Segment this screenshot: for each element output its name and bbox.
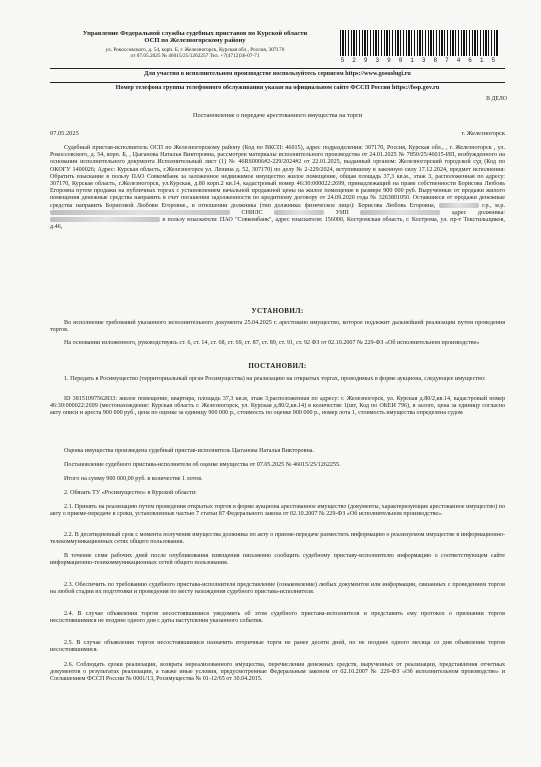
postanovil-heading: ПОСТАНОВИЛ: — [248, 362, 307, 370]
document-city: г. Железногорск — [461, 130, 505, 137]
org-name: Управление Федеральной службы судебных приставов по Курской области — [82, 30, 308, 37]
barcode-number: 5 2 9 3 9 0 1 3 8 7 4 6 1 5 — [340, 57, 498, 64]
item-2: 2. Обязать ТУ «Росимущество» в Курской области: — [64, 490, 197, 496]
claimant-info: в пользу взыскателя: ПАО "Совкомбанк", адрес взыскателя: 156000, Костромская область, г. Кострома, ул. пр-т Текстильщиков, д.46, — [50, 217, 505, 231]
redaction — [360, 210, 440, 215]
uip-label: УИП — [335, 209, 349, 216]
intro-text: Судебный пристав-исполнитель ОСП по Железногорскому району (Код по ВКСП: 46015), адрес подразделения: 307170, Россия, Курская обл., , г. Железногорск , ул. Рокоссовского, д. 54, корп. Б, , Цыганова Наталья Викторовна, рассмотрев материалы исполнительного производства от 24.01.2025 № 7850/25/46015-ИП, возбужденного на основании исполнительного документа Исполнительный лист (1) № 46RS0006#2-229/2024#2 от 22.01.2025, выданный органом: Железногорский городской суд (Код по ОКОГУ 1400026; Адрес: Курская область, г.Железногорск ул. Ленина д. 52, 307170) по делу № 2-229/2024, вступившему в законную силу 17.12.2024, предмет исполнения: Обратить взыскание в пользу ПАО Совкомбанк за заложенное недвижимое имущество жилое помещение, общая площадь 37,3 кв.м., этаж 3, расположенная по адресу: 307170, Курская область, г.Железногорск, ул.Курская, д.80 корп.2 кв.14, кадастровый номер 46:30:000022:2699, принадлежащий на праве собственности Борисова Любовь Егоровна путем продажи на публичных торгах с установлением начальной продажной цены на жилое помещение в размере 900 000 руб. Вырученные от продажи жилого помещения денежные средства направить в счет погашения задолженности по кредитному договору от 24.09.2020 года № 3263801050. Оставшиеся от продажи денежные средства направить Борисовой Любови Егоровне., в отношении должника (тип должника: физическое лицо): Борисова Любовь Егоровна, — [50, 145, 505, 209]
filing-mark: В ДЕЛО — [486, 96, 507, 102]
resolution-line: Постановление судебного пристава-исполнителя об оценке имущества от 07.05.2025 № 46015/25/1262255. — [64, 462, 341, 468]
redaction — [50, 210, 230, 215]
intro-paragraph — [50, 145, 505, 231]
department-name: ОСП по Железногорскому району — [144, 37, 246, 45]
org-header — [50, 30, 340, 44]
document-title: Постановление о передаче арестованного имущества на торги — [192, 112, 363, 119]
redaction — [439, 203, 479, 208]
gosuslugi-notice: Для участия в исполнительном производстве воспользуйтесь сервисом https://www.gosuslugi.ru — [144, 70, 411, 77]
item-2-6: 2.6. Соблюдать сроки реализации, возврата нереализованного имущества, перечисления денежных средств, вырученных от реализации, представления отчетных документов о результатах реализации, а также иные условия, предусмотренные Федеральным законом от 02.10.2007 № 229-ФЗ «Об исполнительном производстве» и Соглашением ФССП России № 0001/13, Росимущества № 01-12/65 от 30.04.2015. — [50, 662, 505, 683]
ustanovil-paragraph: Во исполнение требований указанного исполнительного документа 25.04.2025 г. арестовано имущество, которое подлежит дальнейшей реализации путем проведения торгов. — [50, 320, 505, 334]
item-2-4: 2.4. В случае объявления торгов несостоявшимися уведомить об этом судебного пристава-исполнителя и представить ему протокол о признании торгов несостоявшимися не позднее одного дня с даты наступления указанного события. — [50, 611, 505, 625]
fssp-notice: Номер телефона группы телефонного обслуживания указан на официальном сайте ФССП России https://fssp.gov.ru — [50, 82, 505, 91]
debtor-address-label: адрес должника: — [451, 209, 505, 216]
basis-paragraph: На основании изложенного, руководствуясь ст. 6, ст. 14, ст. 68, ст. 69, ст. 87, ст. 89, ст. 91, ст. 92 ФЗ от 02.10.2007 № 229-ФЗ «Об исполнительном производстве» — [64, 340, 480, 346]
valuation-line: Оценка имущества произведена судебный пристав-исполнитель Цыганова Наталья Викторовна. — [64, 448, 314, 454]
item-1: 1. Передать в Росимущество (территориальный орган Росимущества) на реализацию на открытых торгах, проводимых в форме аукциона, следующее имущество: — [64, 376, 486, 382]
header-divider — [50, 68, 505, 69]
document-date: 07.05.2025 — [50, 130, 79, 137]
total-line: Итого на сумму 900 000,00 руб. в количестве 1 лотов. — [64, 476, 203, 482]
item-2-3: 2.3. Обеспечить по требованию судебного пристава-исполнителя представление (ознакомление) любых документов или информации, связанных с проведением торгов на любой стадии их подготовки и проведения по месту нахождения судебного пристава-исполнителя. — [50, 582, 505, 596]
address-line: ул. Рокоссовского, д. 54, корп. Б, г. Железногорск, Курская обл., Россия, 307170 — [105, 47, 285, 53]
item-2-1: 2.1. Принять на реализацию путем проведения открытых торгов в форме аукциона арестованное имущество (документы, характеризующие арестованное имущество) по акту о приеме-передаче в сроки, установленные частью 7 статьи 87 Федерального закона от 02.10.2007 № 229-ФЗ «Об исполнительном производстве». — [50, 504, 505, 518]
birth-info: г.р., м.р. — [482, 202, 506, 209]
org-address — [50, 47, 340, 59]
property-description: ID 38151097562833: жилое помещение, квартира, площадь 37,3 кв.м, этаж 3,расположенная по адресу: г. Железногорск, ул. Курская д.80/2,кв.14, кадастровый номер 46:30:000022:2699 (местонахождение: Курская область г. Железногорск, ул. Курская д.80/2,кв.14) в количестве 1(шт, Код по ОКЕИ 796), в залоге, цена за единицу согласно акту описи и ареста 900 000 руб., цена по оценке за единицу 900 000 р., стоимость по оценке 900 000 р., номер лота 1, стоимость имущества определена судом — [50, 396, 505, 417]
redaction — [274, 210, 324, 215]
item-2-2: 2.2. В десятидневный срок с момента получения имущества должника по акту о приеме-передаче разместить информацию о реализуемом имуществе в информационно-телекоммуникационных сетях общего пользования. — [50, 532, 505, 546]
ustanovil-heading: УСТАНОВИЛ: — [251, 307, 304, 315]
item-2-2-b: В течение семи рабочих дней после опубликования извещения письменно сообщить судебному приставу-исполнителю информацию о соответствующем сайте информационно-телекоммуникационных сетей общего пользования. — [50, 553, 505, 567]
barcode — [340, 30, 498, 56]
snils-label: СНИЛС — [241, 209, 263, 216]
redaction — [50, 217, 160, 222]
item-2-5: 2.5. В случае объявления торгов несостоявшимися назначить вторичные торги не ранее десяти дней, но не позднее одного месяца со дня объявления торгов несостоявшимися. — [50, 640, 505, 654]
reference-line: от 07.05.2025 № 46015/25/1262257 Тел. +7(4712)36-07-71 — [130, 53, 260, 60]
